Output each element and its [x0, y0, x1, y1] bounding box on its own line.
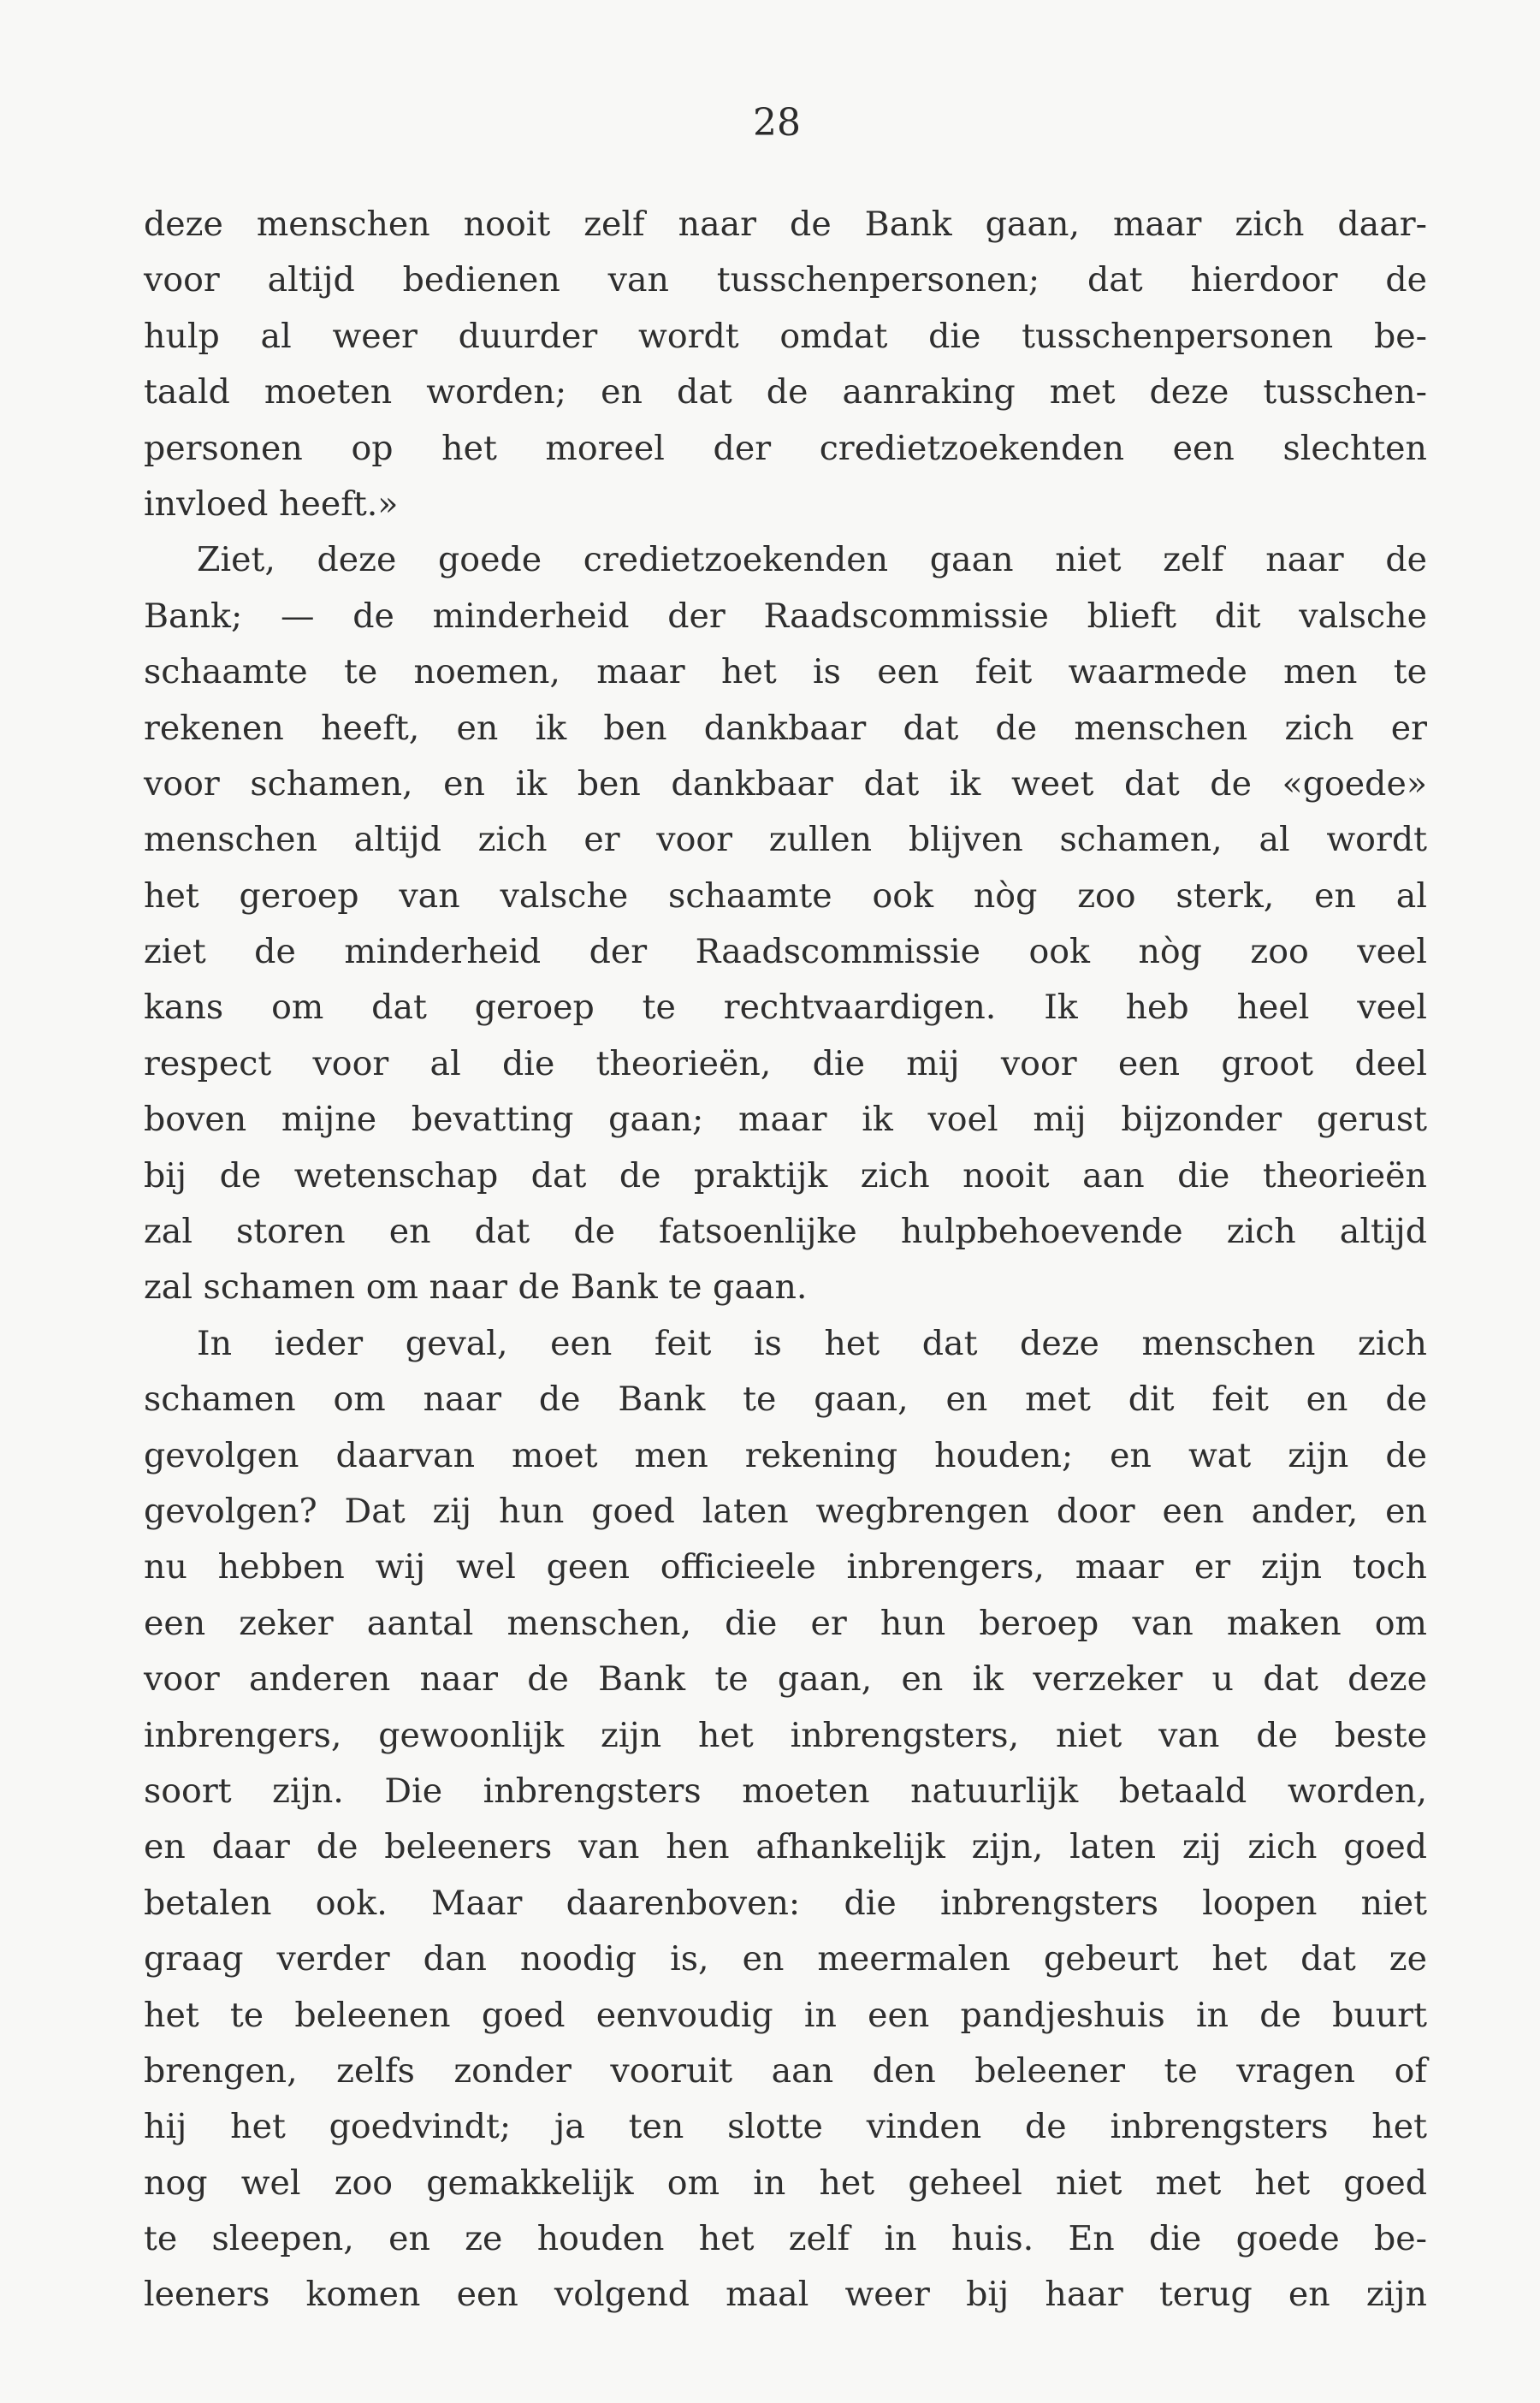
text-line: het te beleenen goed eenvoudig in een pandjeshuis in de buurt	[144, 1995, 1427, 2035]
text-line: en daar de beleeners van hen afhankelijk zijn, laten zij zich goed	[144, 1827, 1427, 1867]
text-line: nu hebben wij wel geen officieele inbrengers, maar er zijn toch	[144, 1547, 1427, 1587]
paragraph-3	[144, 1316, 1427, 2323]
text-line: zal schamen om naar de Bank te gaan.	[144, 1267, 808, 1308]
text-line: hulp al weer duurder wordt omdat die tusschenpersonen be-	[144, 316, 1427, 356]
text-line: te sleepen, en ze houden het zelf in huis. En die goede be-	[144, 2219, 1427, 2259]
text-line: gevolgen? Dat zij hun goed laten wegbrengen door een ander, en	[144, 1491, 1427, 1531]
page-number: 28	[753, 101, 801, 145]
text-line: inbrengers, gewoonlijk zijn het inbrengsters, niet van de beste	[144, 1715, 1427, 1755]
text-line: deze menschen nooit zelf naar de Bank gaan, maar zich daar-	[144, 205, 1427, 244]
text-line: graag verder dan noodig is, en meermalen gebeurt het dat ze	[144, 1939, 1427, 1979]
body-text	[144, 197, 1427, 2323]
text-line: leeners komen een volgend maal weer bij haar terug en zijn	[144, 2275, 1427, 2315]
text-line: taald moeten worden; en dat de aanraking met deze tusschen-	[144, 372, 1427, 412]
text-line: voor altijd bedienen van tusschenpersonen; dat hierdoor de	[144, 260, 1427, 300]
text-line: In ieder geval, een feit is het dat deze menschen zich	[197, 1323, 1427, 1363]
text-line: nog wel zoo gemakkelijk om in het geheel niet met het goed	[144, 2163, 1427, 2203]
text-line: Bank; — de minderheid der Raadscommissie blieft dit valsche	[144, 596, 1427, 636]
text-line: betalen ook. Maar daarenboven: die inbrengsters loopen niet	[144, 1883, 1427, 1923]
text-line: personen op het moreel der credietzoekenden een slechten	[144, 428, 1427, 468]
text-line: boven mijne bevatting gaan; maar ik voel mij bijzonder gerust	[144, 1100, 1427, 1140]
text-line: het geroep van valsche schaamte ook nòg zoo sterk, en al	[144, 875, 1427, 916]
text-line: voor anderen naar de Bank te gaan, en ik verzeker u dat deze	[144, 1659, 1427, 1700]
text-line: ziet de minderheid der Raadscommissie ook nòg zoo veel	[144, 932, 1427, 972]
paragraph-2	[144, 532, 1427, 1315]
text-line: respect voor al die theorieën, die mij voor een groot deel	[144, 1043, 1427, 1083]
text-line: brengen, zelfs zonder vooruit aan den beleener te vragen of	[144, 2050, 1427, 2091]
text-line: bij de wetenschap dat de praktijk zich nooit aan die theorieën	[144, 1155, 1427, 1196]
text-line: voor schamen, en ik ben dankbaar dat ik weet dat de «goede»	[144, 763, 1427, 804]
text-line: rekenen heeft, en ik ben dankbaar dat de menschen zich er	[144, 708, 1427, 748]
text-line: gevolgen daarvan moet men rekening houden; en wat zijn de	[144, 1435, 1427, 1475]
text-line: schamen om naar de Bank te gaan, en met dit feit en de	[144, 1380, 1427, 1420]
text-line: Ziet, deze goede credietzoekenden gaan niet zelf naar de	[197, 540, 1427, 580]
paragraph-1	[144, 197, 1427, 532]
text-line: soort zijn. Die inbrengsters moeten natuurlijk betaald worden,	[144, 1771, 1427, 1811]
text-line: menschen altijd zich er voor zullen blijven schamen, al wordt	[144, 820, 1427, 860]
text-line: hij het goedvindt; ja ten slotte vinden de inbrengsters het	[144, 2107, 1427, 2147]
text-line: zal storen en dat de fatsoenlijke hulpbehoevende zich altijd	[144, 1212, 1427, 1252]
text-line: schaamte te noemen, maar het is een feit waarmede men te	[144, 652, 1427, 692]
text-line: invloed heeft.»	[144, 484, 399, 524]
text-line: kans om dat geroep te rechtvaardigen. Ik heb heel veel	[144, 988, 1427, 1028]
text-line: een zeker aantal menschen, die er hun beroep van maken om	[144, 1603, 1427, 1643]
